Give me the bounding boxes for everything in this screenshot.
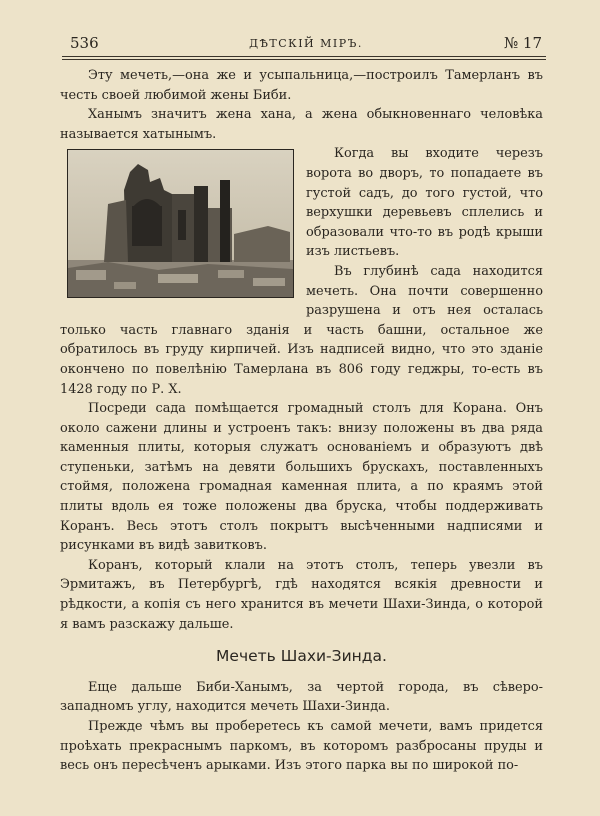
paragraph: Эту мечеть,—она же и усыпальница,—построилъ Тамерланъ въ честь своей любимой жены Биби. bbox=[60, 68, 543, 103]
section-title: Мечеть Шахи-Зинда. bbox=[216, 647, 387, 666]
ruins-illustration bbox=[68, 150, 293, 297]
paragraph: Посреди сада помѣщается громадный столъ для Корана. Онъ около сажени длины и устроенъ такъ: внизу положены въ два ряда каменныя плиты, которыя служатъ основаніемъ и образуютъ двѣ ступеньки, затѣмъ на девяти большихъ брускахъ, поставленныхъ стоймя, положена громадная каменная плита, а по краямъ этой плиты вдоль ея тоже положены два бруска, чтобы поддерживать Коранъ. Весь этотъ столъ покрытъ высѣченными надписями и рисунками въ видѣ завитковъ. bbox=[60, 401, 543, 554]
paragraph: Еще дальше Биби-Ханымъ, за чертой города, въ сѣверо-западномъ углу, находится мечеть Шахи-Зинда. bbox=[60, 679, 543, 715]
paragraph: Когда вы входите черезъ ворота во дворъ, то попадаете въ густой садъ, до того густой, что верхушки деревьевъ сплелись и образовали что-то въ родѣ крыши изъ листьевъ. bbox=[306, 146, 543, 260]
issue-number: № 17 bbox=[503, 34, 542, 52]
running-header bbox=[70, 34, 542, 56]
mosque-ruins-photo bbox=[67, 149, 294, 298]
magazine-title: ДѢТСКІЙ МІРЪ. bbox=[249, 37, 363, 50]
paragraph: Прежде чѣмъ вы проберетесь къ самой мечети, вамъ придется проѣхать прекраснымъ паркомъ, въ которомъ разбросаны пруды и весь онъ пересѣченъ арыками. Изъ этого парка вы по широкой по- bbox=[60, 719, 543, 774]
header-rule-lower bbox=[62, 59, 546, 60]
paragraph: Ханымъ значитъ жена хана, а жена обыкновеннаго человѣка называется хатынымъ. bbox=[60, 107, 543, 142]
page-number: 536 bbox=[70, 34, 99, 52]
header-rule bbox=[62, 56, 546, 57]
article-body bbox=[60, 66, 543, 776]
paragraph: Въ глубинѣ сада находится мечеть. Она почти совершенно разрушена и отъ нея осталась только часть главнаго зданія и часть башни, остальное же обратилось въ груду кирпичей. Изъ надписей видно, что это зданіе окончено по повелѣнію Тамерлана въ 806 году геджры, то-есть въ 1428 году по Р. Х. bbox=[60, 263, 543, 397]
paragraph: Коранъ, который клали на этотъ столъ, теперь увезли въ Эрмитажъ, въ Петербургѣ, гдѣ находятся всякія древности и рѣдкости, а копія съ него хранится въ мечети Шахи-Зинда, о которой я вамъ разскажу дальше. bbox=[60, 557, 543, 632]
